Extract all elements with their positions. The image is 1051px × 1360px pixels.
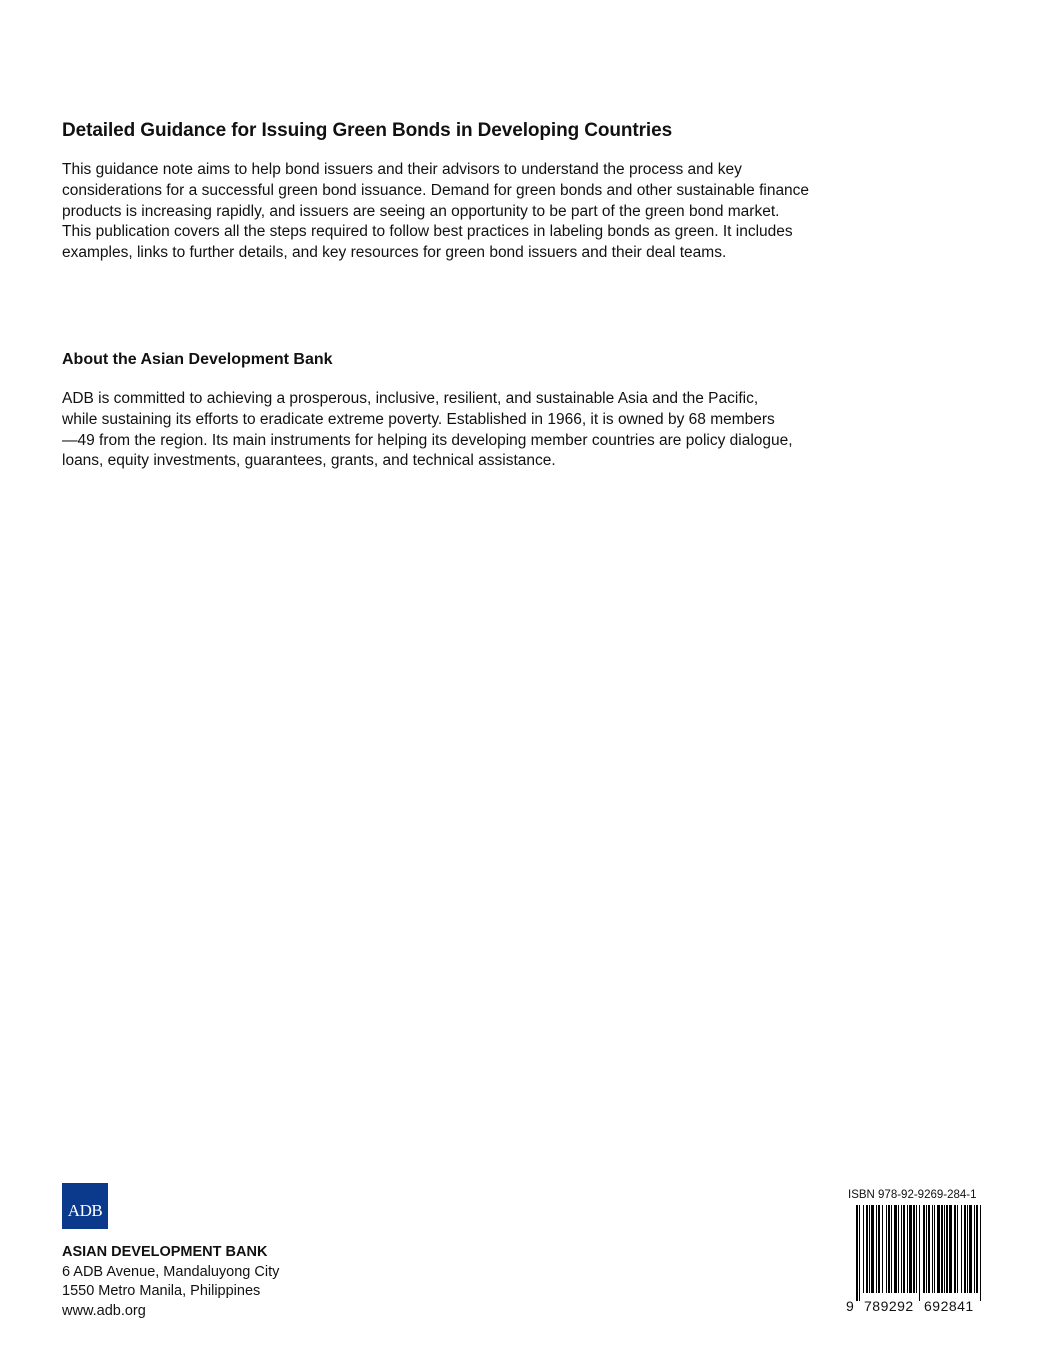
isbn-barcode-block [846,1189,986,1314]
guidance-line: This guidance note aims to help bond issuers and their advisors to understand the process and key [62,161,742,178]
publisher-name: ASIAN DEVELOPMENT BANK [62,1244,268,1260]
about-line: ADB is committed to achieving a prosperous, inclusive, resilient, and sustainable Asia and the Pacific, [62,390,759,407]
barcode-digit-first: 9 [846,1298,854,1314]
guidance-line: considerations for a successful green bond issuance. Demand for green bonds and other sustainable finance [62,181,810,199]
about-section [62,351,842,472]
guidance-description [62,160,842,264]
guidance-line: This publication covers all the steps required to follow best practices in labeling bonds as green. It includes [62,223,793,241]
barcode-icon [846,1205,984,1301]
about-line: loans, equity investments, guarantees, grants, and technical assistance. [62,452,556,470]
isbn-label: ISBN 978-92-9269-284-1 [848,1189,977,1201]
address-line-2: 1550 Metro Manila, Philippines [62,1283,261,1299]
about-line: while sustaining its efforts to eradicate extreme poverty. Established in 1966, it is owned by 68 members [62,410,775,428]
page-title: Detailed Guidance for Issuing Green Bonds in Developing Countries [62,120,673,141]
barcode-digits-group-1: 789292 [864,1298,914,1314]
barcode-digits-group-2: 692841 [924,1298,974,1314]
about-description [62,389,842,472]
guidance-line: examples, links to further details, and key resources for green bond issuers and their deal teams. [62,244,727,262]
publisher-address [62,1243,279,1321]
about-title: About the Asian Development Bank [62,351,333,368]
guidance-line: products is increasing rapidly, and issuers are seeing an opportunity to be part of the green bond market. [62,202,780,220]
address-line-1: 6 ADB Avenue, Mandaluyong City [62,1263,280,1280]
guidance-section [62,120,842,264]
about-line: —49 from the region. Its main instruments for helping its developing member countries are policy dialogue, [62,431,793,449]
website-link[interactable]: www.adb.org [62,1302,146,1319]
adb-logo-text: ADB [67,1201,103,1220]
adb-logo [62,1183,108,1229]
